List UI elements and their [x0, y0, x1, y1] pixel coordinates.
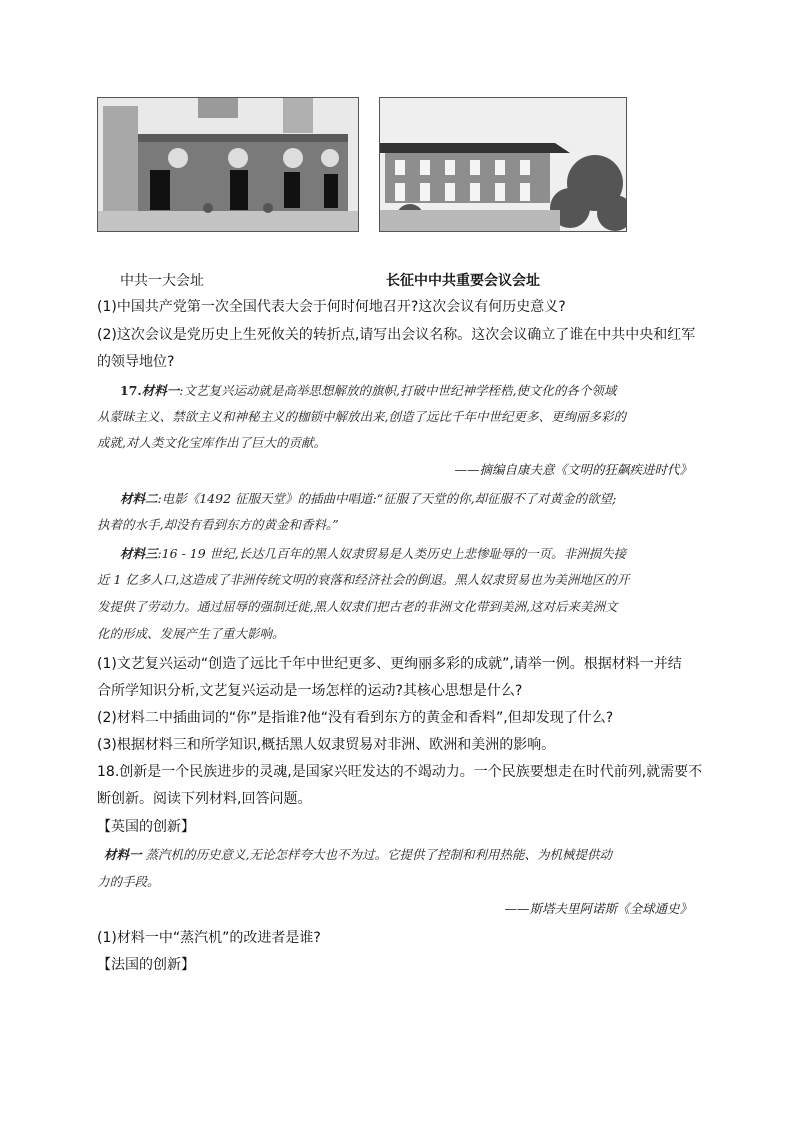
q17-material1-line1 — [120, 381, 616, 401]
q17-material3-line1 — [120, 544, 626, 564]
q17-number: 17. — [120, 383, 142, 398]
q16-part1: (1)中国共产党第一次全国代表大会于何时何地召开?这次会议有何历史意义? — [97, 299, 566, 315]
q18-material1-line1 — [104, 845, 612, 865]
q17-question3: (3)根据材料三和所学知识,概括黑人奴隶贸易对非洲、欧洲和美洲的影响。 — [97, 737, 556, 753]
q18-material1-line2: 力的手段。 — [97, 874, 160, 889]
building-illustration-left — [98, 98, 358, 231]
q17-material1-source: ——摘编自康夫意《文明的狂飙疾进时代》 — [454, 462, 692, 477]
q17-material3-line2: 近 1 亿多人口,这造成了非洲传统文明的衰落和经济社会的倒退。黑人奴隶贸易也为美洲地区的开 — [97, 572, 630, 587]
q18-section-uk: 【英国的创新】 — [97, 819, 195, 835]
q17-material1-label: 材料一 — [141, 383, 180, 398]
q16-part2-line1: (2)这次会议是党历史上生死攸关的转折点,请写出会议名称。这次会议确立了谁在中共中央和红军 — [97, 327, 696, 343]
q16-part2-line2: 的领导地位? — [97, 354, 175, 370]
q18-material1-label: 材料一 — [104, 847, 142, 862]
q18-material1-source: ——斯塔夫里阿诺斯《全球通史》 — [504, 901, 692, 916]
right-photo-caption: 长征中中共重要会议会址 — [386, 273, 540, 289]
q18-intro-line2: 断创新。阅读下列材料,回答问题。 — [97, 791, 312, 807]
q17-material2-line2: 执着的水手,却没有看到东方的黄金和香料。” — [97, 517, 339, 532]
q17-material1-line3: 成就,对人类文化宝库作出了巨大的贡献。 — [97, 435, 326, 450]
q17-question2: (2)材料二中插曲词的“你”是指谁?他“没有看到东方的黄金和香料”,但却发现了什么? — [97, 710, 614, 726]
q18-intro-line1: 18.创新是一个民族进步的灵魂,是国家兴旺发达的不竭动力。一个民族要想走在时代前列,就需要不 — [97, 764, 703, 780]
q17-material1-line2: 从蒙昧主义、禁欲主义和神秘主义的枷锁中解放出来,创造了远比千年中世纪更多、更绚丽多彩的 — [97, 409, 626, 424]
q18-material1-text1: 蒸汽机的历史意义,无论怎样夸大也不为过。它提供了控制和利用热能、为机械提供动 — [141, 847, 612, 862]
q17-material1-text1: :文艺复兴运动就是高举思想解放的旗帜,打破中世纪神学桎梏,使文化的各个领域 — [179, 383, 617, 398]
q18-question1: (1)材料一中“蒸汽机”的改进者是谁? — [97, 930, 321, 946]
q17-question1-line2: 合所学知识分析,文艺复兴运动是一场怎样的运动?其核心思想是什么? — [97, 683, 523, 699]
q17-material3-line3: 发提供了劳动力。通过屈辱的强制迁徙,黑人奴隶们把古老的非洲文化带到美洲,这对后来美洲文 — [97, 599, 618, 614]
q17-material3-label: 材料三 — [120, 546, 158, 561]
q17-material2-label: 材料二 — [120, 491, 158, 506]
left-photo-caption: 中共一大会址 — [120, 273, 204, 289]
q17-material2-line1 — [120, 489, 616, 509]
q18-section-fr: 【法国的创新】 — [97, 957, 195, 973]
q17-material2-text1: :电影《1492 征服天堂》的插曲中唱道:“征服了天堂的你,却征服不了对黄金的欲望; — [157, 491, 617, 506]
long-march-meeting-site-photo — [379, 97, 627, 232]
q17-material3-text1: :16 - 19 世纪,长达几百年的黑人奴隶贸易是人类历史上悲惨耻辱的一页。非洲损失接 — [157, 546, 627, 561]
first-congress-site-photo — [97, 97, 359, 232]
q17-question1-line1: (1)文艺复兴运动“创造了远比千年中世纪更多、更绚丽多彩的成就”,请举一例。根据材料一并结 — [97, 656, 682, 672]
q17-material3-line4: 化的形成、发展产生了重大影响。 — [97, 626, 285, 641]
building-illustration-right — [380, 98, 626, 231]
